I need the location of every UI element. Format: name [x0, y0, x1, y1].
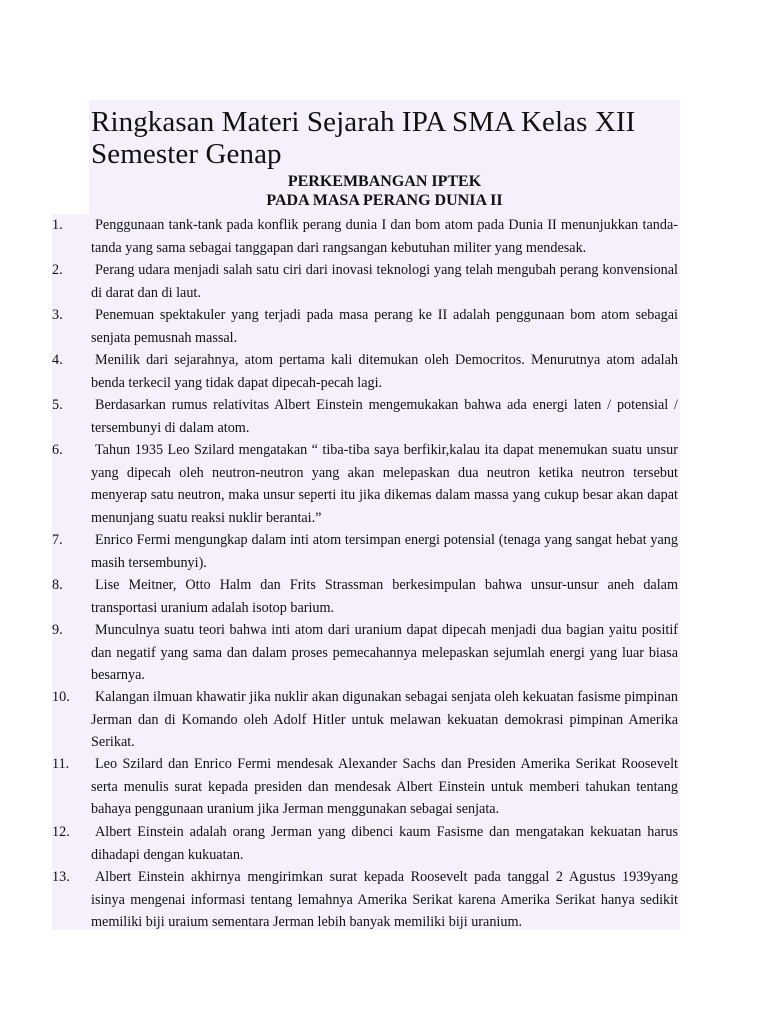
list-item-text: Lise Meitner, Otto Halm dan Frits Strassman berkesimpulan bahwa unsur-unsur aneh dalam transportasi uranium adalah isotop barium.: [91, 577, 678, 616]
list-item-number: 1.: [52, 217, 63, 233]
list-item-text: Kalangan ilmuan khawatir jika nuklir akan digunakan sebagai senjata oleh kekuatan fasisme pimpinan Jerman dan di Komando oleh Adolf Hitler untuk melawan kekuatan demokrasi pimpinan Amerika Serikat.: [91, 689, 678, 750]
list-item-text: Penggunaan tank-tank pada konflik perang dunia I dan bom atom pada Dunia II menunjukkan tanda-tanda yang sama sebagai tanggapan dari rangsangan kebutuhan militer yang mendesak.: [91, 217, 678, 256]
list-item-text: Menilik dari sejarahnya, atom pertama kali ditemukan oleh Democritos. Menurutnya atom adalah benda terkecil yang tidak dapat dipecah-pecah lagi.: [91, 352, 678, 391]
list-item-number: 13.: [52, 869, 70, 885]
list-item-number: 8.: [52, 577, 63, 593]
list-item-text: Albert Einstein adalah orang Jerman yang dibenci kaum Fasisme dan mengatakan kekuatan harus dihadapi dengan kukuatan.: [91, 824, 678, 863]
list-item-text: Enrico Fermi mengungkap dalam inti atom tersimpan energi potensial (tenaga yang sangat hebat yang masih tersembunyi).: [91, 532, 678, 571]
list-item-number: 6.: [52, 442, 63, 458]
title-block: [89, 100, 680, 214]
list-item-number: 3.: [52, 307, 63, 323]
list-item-number: 5.: [52, 397, 63, 413]
list-item-text: Perang udara menjadi salah satu ciri dari inovasi teknologi yang telah mengubah perang konvensional di darat dan di laut.: [91, 262, 678, 301]
list-item-number: 9.: [52, 622, 63, 638]
list-item-text: Leo Szilard dan Enrico Fermi mendesak Alexander Sachs dan Presiden Amerika Serikat Roosevelt serta menulis surat kepada presiden dan mendesak Albert Einstein untuk memberi tahukan tentang bahaya penggunaan uranium jika Jerman menggunakan sebagai senjata.: [91, 756, 678, 817]
list-item-number: 2.: [52, 262, 63, 278]
list-item-text: Tahun 1935 Leo Szilard mengatakan “ tiba-tiba saya berfikir,kalau ita dapat menemukan suatu unsur yang dipecah oleh neutron-neutron yang akan melepaskan dua neutron ketika neutron tersebut menyerap satu neutron, maka unsur seperti itu jika dikemas dalam massa yang cukup besar akan dapat menunjang suatu reaksi nuklir berantai.”: [91, 442, 678, 526]
list-item-text: Albert Einstein akhirnya mengirimkan surat kepada Roosevelt pada tanggal 2 Agustus 1939yang isinya mengenai informasi tentang lemahnya Amerika Serikat karena Amerika Serikat hanya sedikit memiliki biji uraium sementara Jerman lebih banyak memiliki biji uranium.: [91, 869, 678, 930]
list-item-text: Penemuan spektakuler yang terjadi pada masa perang ke II adalah penggunaan bom atom sebagai senjata pemusnah massal.: [91, 307, 678, 346]
list-item-number: 10.: [52, 689, 70, 705]
list-item-number: 7.: [52, 532, 63, 548]
section-heading-line-1: PERKEMBANGAN IPTEK: [287, 173, 482, 190]
section-heading-line-2: PADA MASA PERANG DUNIA II: [266, 192, 503, 209]
document-title: Ringkasan Materi Sejarah IPA SMA Kelas XII Semester Genap: [91, 106, 636, 170]
list-item-number: 12.: [52, 824, 70, 840]
list-item-number: 11.: [52, 756, 70, 772]
list-item-text: Munculnya suatu teori bahwa inti atom dari uranium dapat dipecah menjadi dua bagian yaitu positif dan negatif yang sama dan dalam proses pemecahannya melepaskan sejumlah energi yang luar biasa besarnya.: [91, 622, 678, 683]
numbered-list: [52, 214, 680, 930]
list-item-text: Berdasarkan rumus relativitas Albert Einstein mengemukakan bahwa ada energi laten / potensial / tersembunyi di dalam atom.: [91, 397, 678, 436]
list-item-number: 4.: [52, 352, 63, 368]
